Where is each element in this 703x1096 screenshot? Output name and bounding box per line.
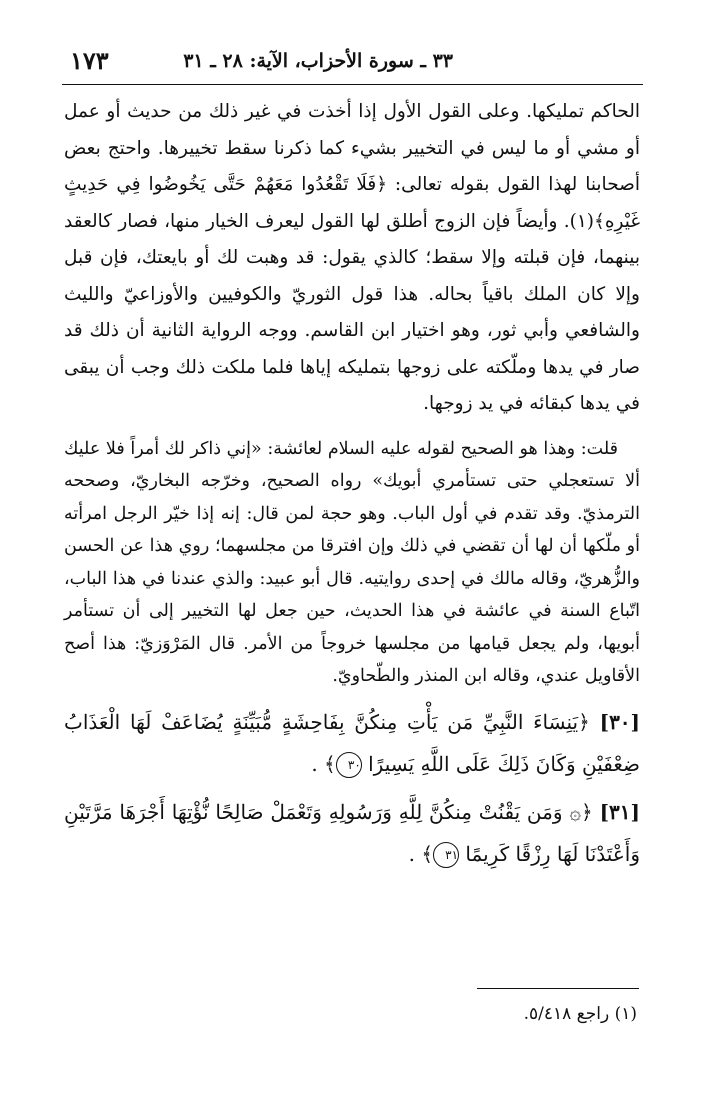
ayah-end-marker: ٣٠ bbox=[336, 752, 362, 778]
page-header bbox=[62, 44, 643, 85]
quran-verse bbox=[64, 791, 640, 875]
verse-text: ﴿يَنِسَاءَ النَّبِيِّ مَن يَأْتِ مِنكُنَّ بِفَاحِشَةٍ مُّبَيِّنَةٍ يُضَاعَفْ لَهَا الْعَذَابُ ضِعْفَيْنِ وَكَانَ ذَلِكَ عَلَى اللَّهِ يَسِيرًا bbox=[64, 709, 640, 776]
verse-number: [٣١] bbox=[599, 799, 640, 824]
footnote-divider bbox=[477, 988, 639, 989]
page-number: ١٧٣ bbox=[70, 46, 109, 75]
paragraph: الحاكم تمليكها. وعلى القول الأول إذا أخذت في غير ذلك من حديث أو عمل أو مشي أو ما ليس في التخيير بشيء كما ذكرنا سقط تخييرها. واحتج بعض أصحابنا لهذا القول بقوله تعالى: ﴿فَلَا تَقْعُدُوا مَعَهُمْ حَتَّى يَخُوضُوا فِي حَدِيثٍ غَيْرِهِ﴾(١). وأيضاً فإن الزوج أطلق لها القول ليعرف الخيار منها، فصار كالعقد بينهما، فإن قبلته وإلا سقط؛ كالذي يقول: قد وهبت لك أو بايعتك، فإن قبل وإلا كان الملك باقياً بحاله. هذا قول الثوريّ والكوفيين والأوزاعيّ والليث والشافعي وأبي ثور، وهو اختيار ابن القاسم. ووجه الرواية الثانية أن ذلك قد صار في يدها وملّكته على زوجها بتمليكه إياها فلما ملكت ذلك وجب أن يبقى في يدها كبقائه في يد زوجها. bbox=[64, 101, 640, 414]
verse-number: [٣٠] bbox=[599, 709, 641, 734]
verse-close: ﴾ . bbox=[408, 841, 434, 866]
verse-close: ﴾ . bbox=[311, 751, 336, 776]
body-text bbox=[64, 94, 640, 875]
footnote: (١) راجع ٥/٤١٨. bbox=[523, 1004, 637, 1024]
verse-block bbox=[64, 701, 640, 785]
paragraph: قلت: وهذا هو الصحيح لقوله عليه السلام لعائشة: «إني ذاكر لك أمراً فلا عليك ألا تستعجلي حتى تستأمري أبويك» رواه الصحيح، وخرّجه البخاريّ، وصححه الترمذيّ. وقد تقدم في أول الباب. وهو حجة لمن قال: إنه إذا خيّر الرجل امرأته أو ملّكها أن لها أن تقضي في ذلك وإن افترقا من مجلسهما؛ روي هذا عن الحسن والزُّهريّ، وقاله مالك في إحدى روايتيه. قال أبو عبيد: والذي عندنا في هذا الباب، اتّباع السنة في عائشة في هذا الحديث، حين جعل لها التخيير إلى أن تستأمر أبويها، ولم يجعل قيامها من مجلسها خروجاً من الأمر. قال المَرْوَزيّ: هذا أصح الأقاويل عندي، وقاله ابن المنذر والطّحاويّ. bbox=[64, 438, 640, 686]
verse-text: ﴿۞ وَمَن يَقْنُتْ مِنكُنَّ لِلَّهِ وَرَسُولِهِ وَتَعْمَلْ صَالِحًا نُّؤْتِهَا أَجْرَهَا مَرَّتَيْنِ وَأَعْتَدْنَا لَهَا رِزْقًا كَرِيمًا bbox=[64, 799, 640, 866]
ayah-end-marker: ٣١ bbox=[433, 842, 459, 868]
verse-block bbox=[64, 791, 640, 875]
running-title: ٣٣ ـ سورة الأحزاب، الآية: ٢٨ ـ ٣١ bbox=[183, 50, 453, 72]
quran-verse bbox=[64, 701, 640, 785]
